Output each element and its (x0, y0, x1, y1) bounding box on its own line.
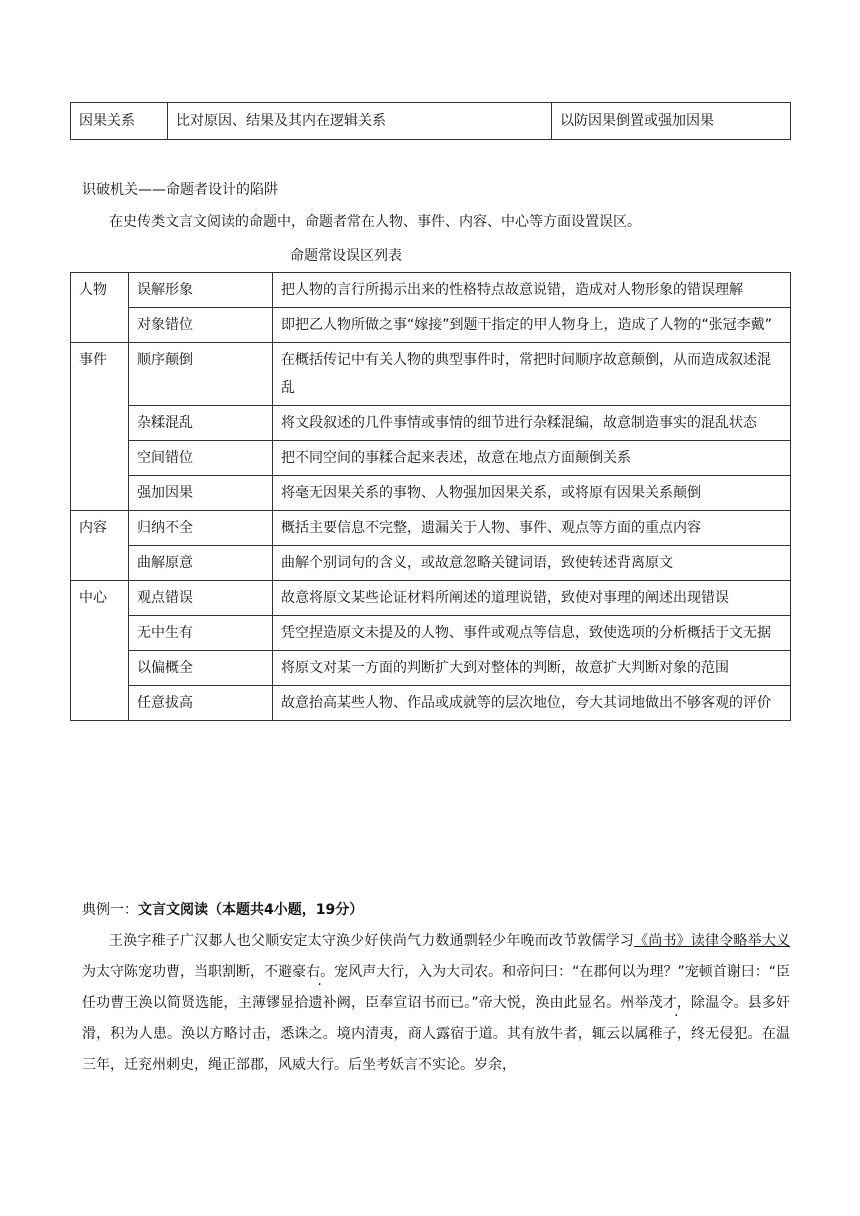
table-row (71, 441, 791, 476)
underlined-segment: 《尚书》读律令略举大义 (634, 933, 791, 949)
passage-text (82, 926, 790, 1081)
example-prefix: 典例一： (82, 902, 138, 918)
intro-paragraph: 在史传类文言文阅读的命题中，命题者常在人物、事件、内容、中心等方面设置误区。 (109, 214, 641, 230)
table-row (71, 308, 791, 343)
type-cell: 杂糅混乱 (129, 406, 273, 441)
type-cell: 无中生有 (129, 616, 273, 651)
passage-segment: 为太守陈宠功曹，当职割断，不避 (82, 964, 293, 980)
passage-segment: ，除温令。县多奸滑，积为人患。涣以方略讨击，悉诛之。境内清夷，商人露宿于道。其有放牛者，辄云以属稚子，终无侵犯。在温三年，迁兖州刺史，绳正部郡，风威大行。后坐考妖言不实论。岁余， (82, 995, 790, 1073)
table-cell: 因果关系 (71, 103, 168, 140)
table-row (71, 581, 791, 616)
top-table (70, 102, 791, 140)
type-cell: 对象错位 (129, 308, 273, 343)
table-caption: 命题常设误区列表 (290, 248, 402, 264)
desc-cell: 概括主要信息不完整，遗漏关于人物、事件、观点等方面的重点内容 (273, 511, 791, 546)
table-cell: 比对原因、结果及其内在逻辑关系 (168, 103, 552, 140)
desc-cell: 把不同空间的事糅合起来表述，故意在地点方面颠倒关系 (273, 441, 791, 476)
table-row (71, 546, 791, 581)
desc-cell: 故意将原文某些论证材料所阐述的道理说错，致使对事理的阐述出现错误 (273, 581, 791, 616)
trap-table (70, 272, 791, 721)
desc-cell: 凭空捏造原文未提及的人物、事件或观点等信息，致使选项的分析概括于文无据 (273, 616, 791, 651)
table-cell: 以防因果倒置或强加因果 (552, 103, 791, 140)
category-cell: 中心 (71, 581, 129, 721)
type-cell: 归纳不全 (129, 511, 273, 546)
table-row (71, 343, 791, 406)
desc-cell: 故意抬高某些人物、作品或成就等的层次地位，夸大其词地做出不够客观的评价 (273, 686, 791, 721)
type-cell: 以偏概全 (129, 651, 273, 686)
type-cell: 空间错位 (129, 441, 273, 476)
example-heading: 文言文阅读（本题共4小题，19分） (138, 902, 364, 918)
type-cell: 曲解原意 (129, 546, 273, 581)
desc-cell: 把人物的言行所揭示出来的性格特点故意说错，造成对人物形象的错误理解 (273, 273, 791, 308)
table-row (71, 686, 791, 721)
passage-segment: 王涣字稚子广汉郪人也父顺安定太守涣少好侠尚气力数通剽轻少年晚而改节敦儒学习 (109, 933, 635, 949)
table-row (71, 476, 791, 511)
desc-cell: 即把乙人物所做之事“嫁接”到题干指定的甲人物身上，造成了人物的“张冠李戴” (273, 308, 791, 343)
dotted-word: 豪右 (292, 964, 321, 980)
table-row (71, 511, 791, 546)
desc-cell: 将文段叙述的几件事情或事情的细节进行杂糅混编，故意制造事实的混乱状态 (273, 406, 791, 441)
type-cell: 任意拔高 (129, 686, 273, 721)
type-cell: 误解形象 (129, 273, 273, 308)
category-cell: 人物 (71, 273, 129, 343)
desc-cell: 将原文对某一方面的判断扩大到对整体的判断，故意扩大判断对象的范围 (273, 651, 791, 686)
example-title (82, 900, 363, 920)
table-row (71, 103, 791, 140)
table-row (71, 616, 791, 651)
table-row (71, 651, 791, 686)
type-cell: 强加因果 (129, 476, 273, 511)
type-cell: 观点错误 (129, 581, 273, 616)
table-row (71, 406, 791, 441)
section-heading: 识破机关——命题者设计的陷阱 (82, 182, 278, 198)
category-cell: 内容 (71, 511, 129, 581)
category-cell: 事件 (71, 343, 129, 511)
table-row (71, 273, 791, 308)
desc-cell: 将毫无因果关系的事物、人物强加因果关系，或将原有因果关系颠倒 (273, 476, 791, 511)
dotted-word: 茂才 (648, 995, 677, 1011)
desc-cell: 在概括传记中有关人物的典型事件时，常把时间顺序故意颠倒，从而造成叙述混乱 (273, 343, 791, 406)
passage-segment: 。宠风声大行，入为大司农。和帝问曰：“在郡何以为理？”宠顿首谢曰：“臣任功曹王涣以简贤选能，主薄镠显拾遗补阙，臣奉宣诏书而已。”帝大悦，涣由此显名。州举 (82, 964, 791, 1011)
desc-cell: 曲解个别词句的含义，或故意忽略关键词语，致使转述背离原文 (273, 546, 791, 581)
type-cell: 顺序颠倒 (129, 343, 273, 406)
